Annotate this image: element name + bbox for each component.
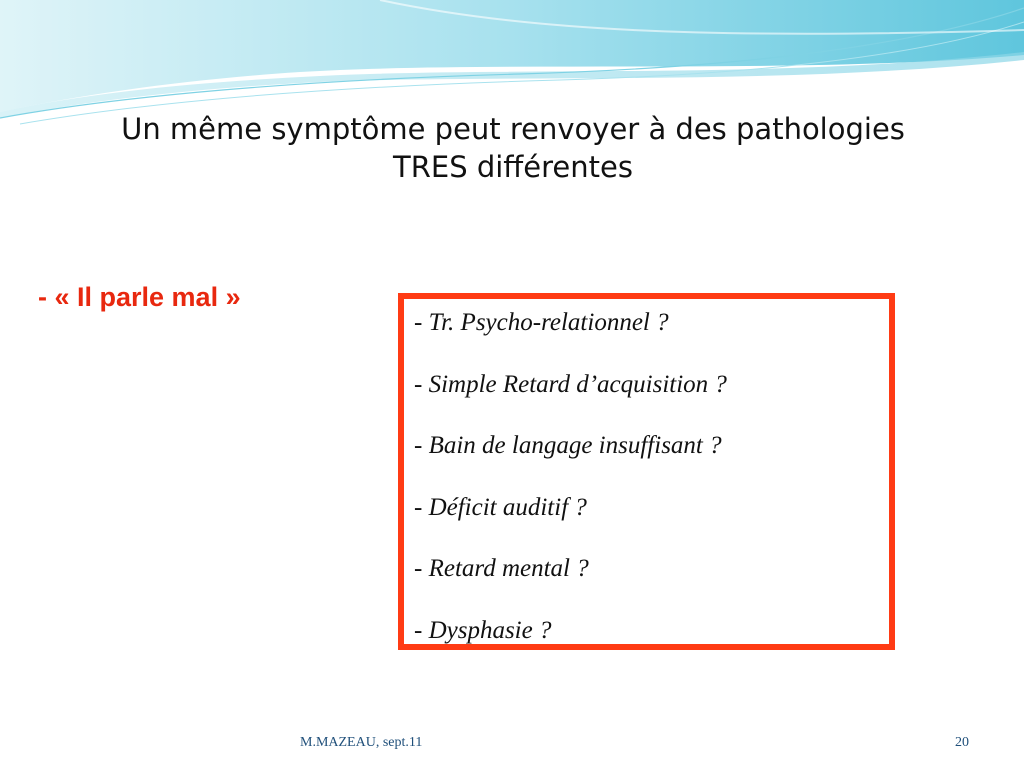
page-number: 20 <box>955 735 969 750</box>
list-item-text: Retard mental ? <box>428 555 589 582</box>
list-dash: - <box>414 493 429 521</box>
list-dash: - <box>414 432 429 459</box>
title-line-2: TRES différentes <box>393 150 633 184</box>
slide-title <box>40 110 986 186</box>
list-item <box>414 494 889 556</box>
bullet-heading: - « Il parle mal » <box>38 282 241 312</box>
list-dash: - <box>414 370 429 398</box>
hypotheses-list <box>404 299 889 678</box>
list-item-text: Tr. Psycho-relationnel ? <box>428 309 669 336</box>
hypotheses-box <box>398 293 895 650</box>
list-item-text: Simple Retard d’acquisition ? <box>428 370 727 398</box>
list-item <box>414 371 889 433</box>
list-dash: - <box>414 555 429 582</box>
list-item <box>414 309 889 371</box>
list-item <box>414 555 889 617</box>
list-item-text: Dysphasie ? <box>428 616 552 644</box>
list-dash: - <box>414 616 429 644</box>
list-item <box>414 617 889 679</box>
list-item-text: Déficit auditif ? <box>428 493 587 521</box>
footer-author: M.MAZEAU, sept.11 <box>300 735 423 750</box>
list-dash: - <box>414 309 429 336</box>
list-item <box>414 432 889 494</box>
list-item-text: Bain de langage insuffisant ? <box>428 432 722 459</box>
title-line-1: Un même symptôme peut renvoyer à des pathologies <box>121 112 905 146</box>
